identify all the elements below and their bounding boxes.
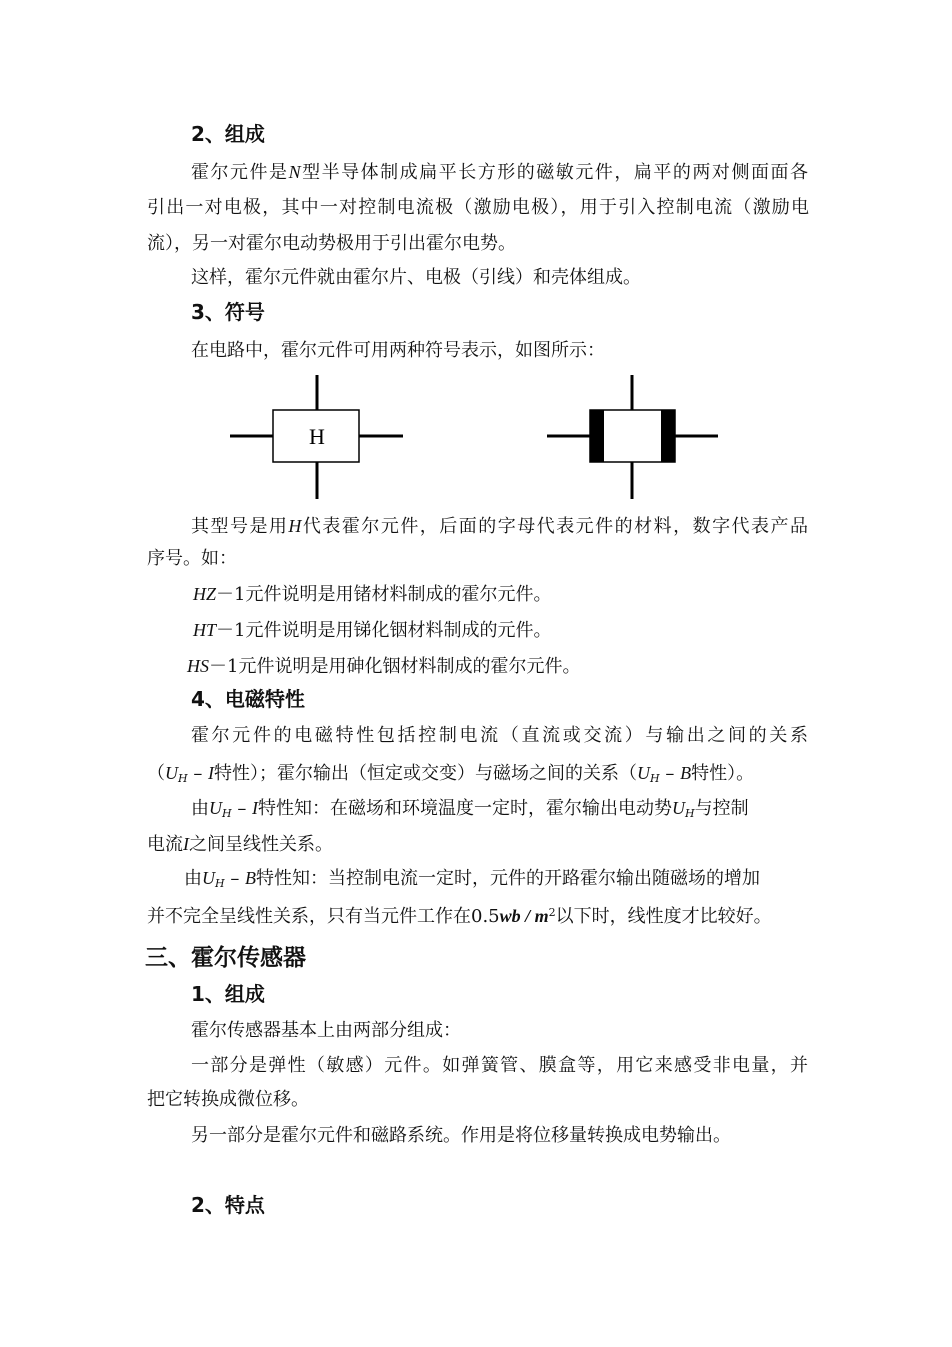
paragraph-line: 这样，霍尔元件就由霍尔片、电极（引线）和壳体组成。: [191, 267, 641, 288]
section-heading-composition: 2、组成: [191, 122, 265, 146]
paragraph-line: 霍尔元件的电磁特性包括控制电流（直流或交流）与输出之间的关系: [191, 725, 808, 746]
hall-element-symbols-figure: [220, 370, 730, 505]
paragraph-line: 把它转换成微位移。: [147, 1089, 309, 1110]
hall-symbol-label: H: [309, 424, 325, 449]
hall-symbol-boxed-h: [230, 375, 403, 499]
paragraph-line: 一部分是弹性（敏感）元件。如弹簧管、膜盒等，用它来感受非电量，并: [191, 1055, 808, 1076]
paragraph-line: 霍尔传感器基本上由两部分组成：: [191, 1020, 461, 1041]
paragraph-line: 由$U_H$ – B特性知：当控制电流一定时，元件的开路霍尔输出随磁场的增加: [184, 868, 761, 890]
paragraph-line: 电流I之间呈线性关系。: [147, 834, 333, 855]
hall-symbol-electrode: [547, 375, 718, 499]
paragraph-line: 在电路中，霍尔元件可用两种符号表示，如图所示：: [191, 340, 605, 361]
model-example: HT－1元件说明是用锑化铟材料制成的元件。: [193, 620, 552, 641]
model-example: HS－1元件说明是用砷化铟材料制成的霍尔元件。: [187, 656, 581, 677]
model-example: HZ－1元件说明是用锗材料制成的霍尔元件。: [193, 584, 552, 605]
paragraph-line: （$U_H$ – I特性）；霍尔输出（恒定或交变）与磁场之间的关系（$U_H$ – B特性）。: [147, 763, 755, 785]
paragraph-line: 序号。如：: [147, 548, 237, 569]
section-heading-symbol: 3、符号: [191, 300, 265, 324]
paragraph-line: 由$U_H$ – I特性知：在磁场和环境温度一定时，霍尔输出电动势$U_H$与控制: [191, 798, 749, 820]
paragraph-line: 其型号是用H代表霍尔元件，后面的字母代表元件的材料，数字代表产品: [191, 516, 808, 537]
chapter-heading-hall-sensor: 三、霍尔传感器: [145, 945, 306, 971]
section-heading-features: 2、特点: [191, 1193, 265, 1217]
section-heading-sensor-composition: 1、组成: [191, 982, 265, 1006]
paragraph-line: 流），另一对霍尔电动势极用于引出霍尔电势。: [147, 233, 516, 254]
paragraph-line: 引出一对电极，其中一对控制电流极（激励电极），用于引入控制电流（激励电: [147, 197, 809, 218]
paragraph-line: 另一部分是霍尔元件和磁路系统。作用是将位移量转换成电势输出。: [191, 1125, 731, 1146]
section-heading-em-characteristics: 4、电磁特性: [191, 687, 305, 711]
paragraph-line: 并不完全呈线性关系，只有当元件工作在$0.5wb / m^2$以下时，线性度才比较好。: [147, 906, 772, 927]
paragraph-line: 霍尔元件是N型半导体制成扁平长方形的磁敏元件，扁平的两对侧面面各: [191, 162, 808, 183]
